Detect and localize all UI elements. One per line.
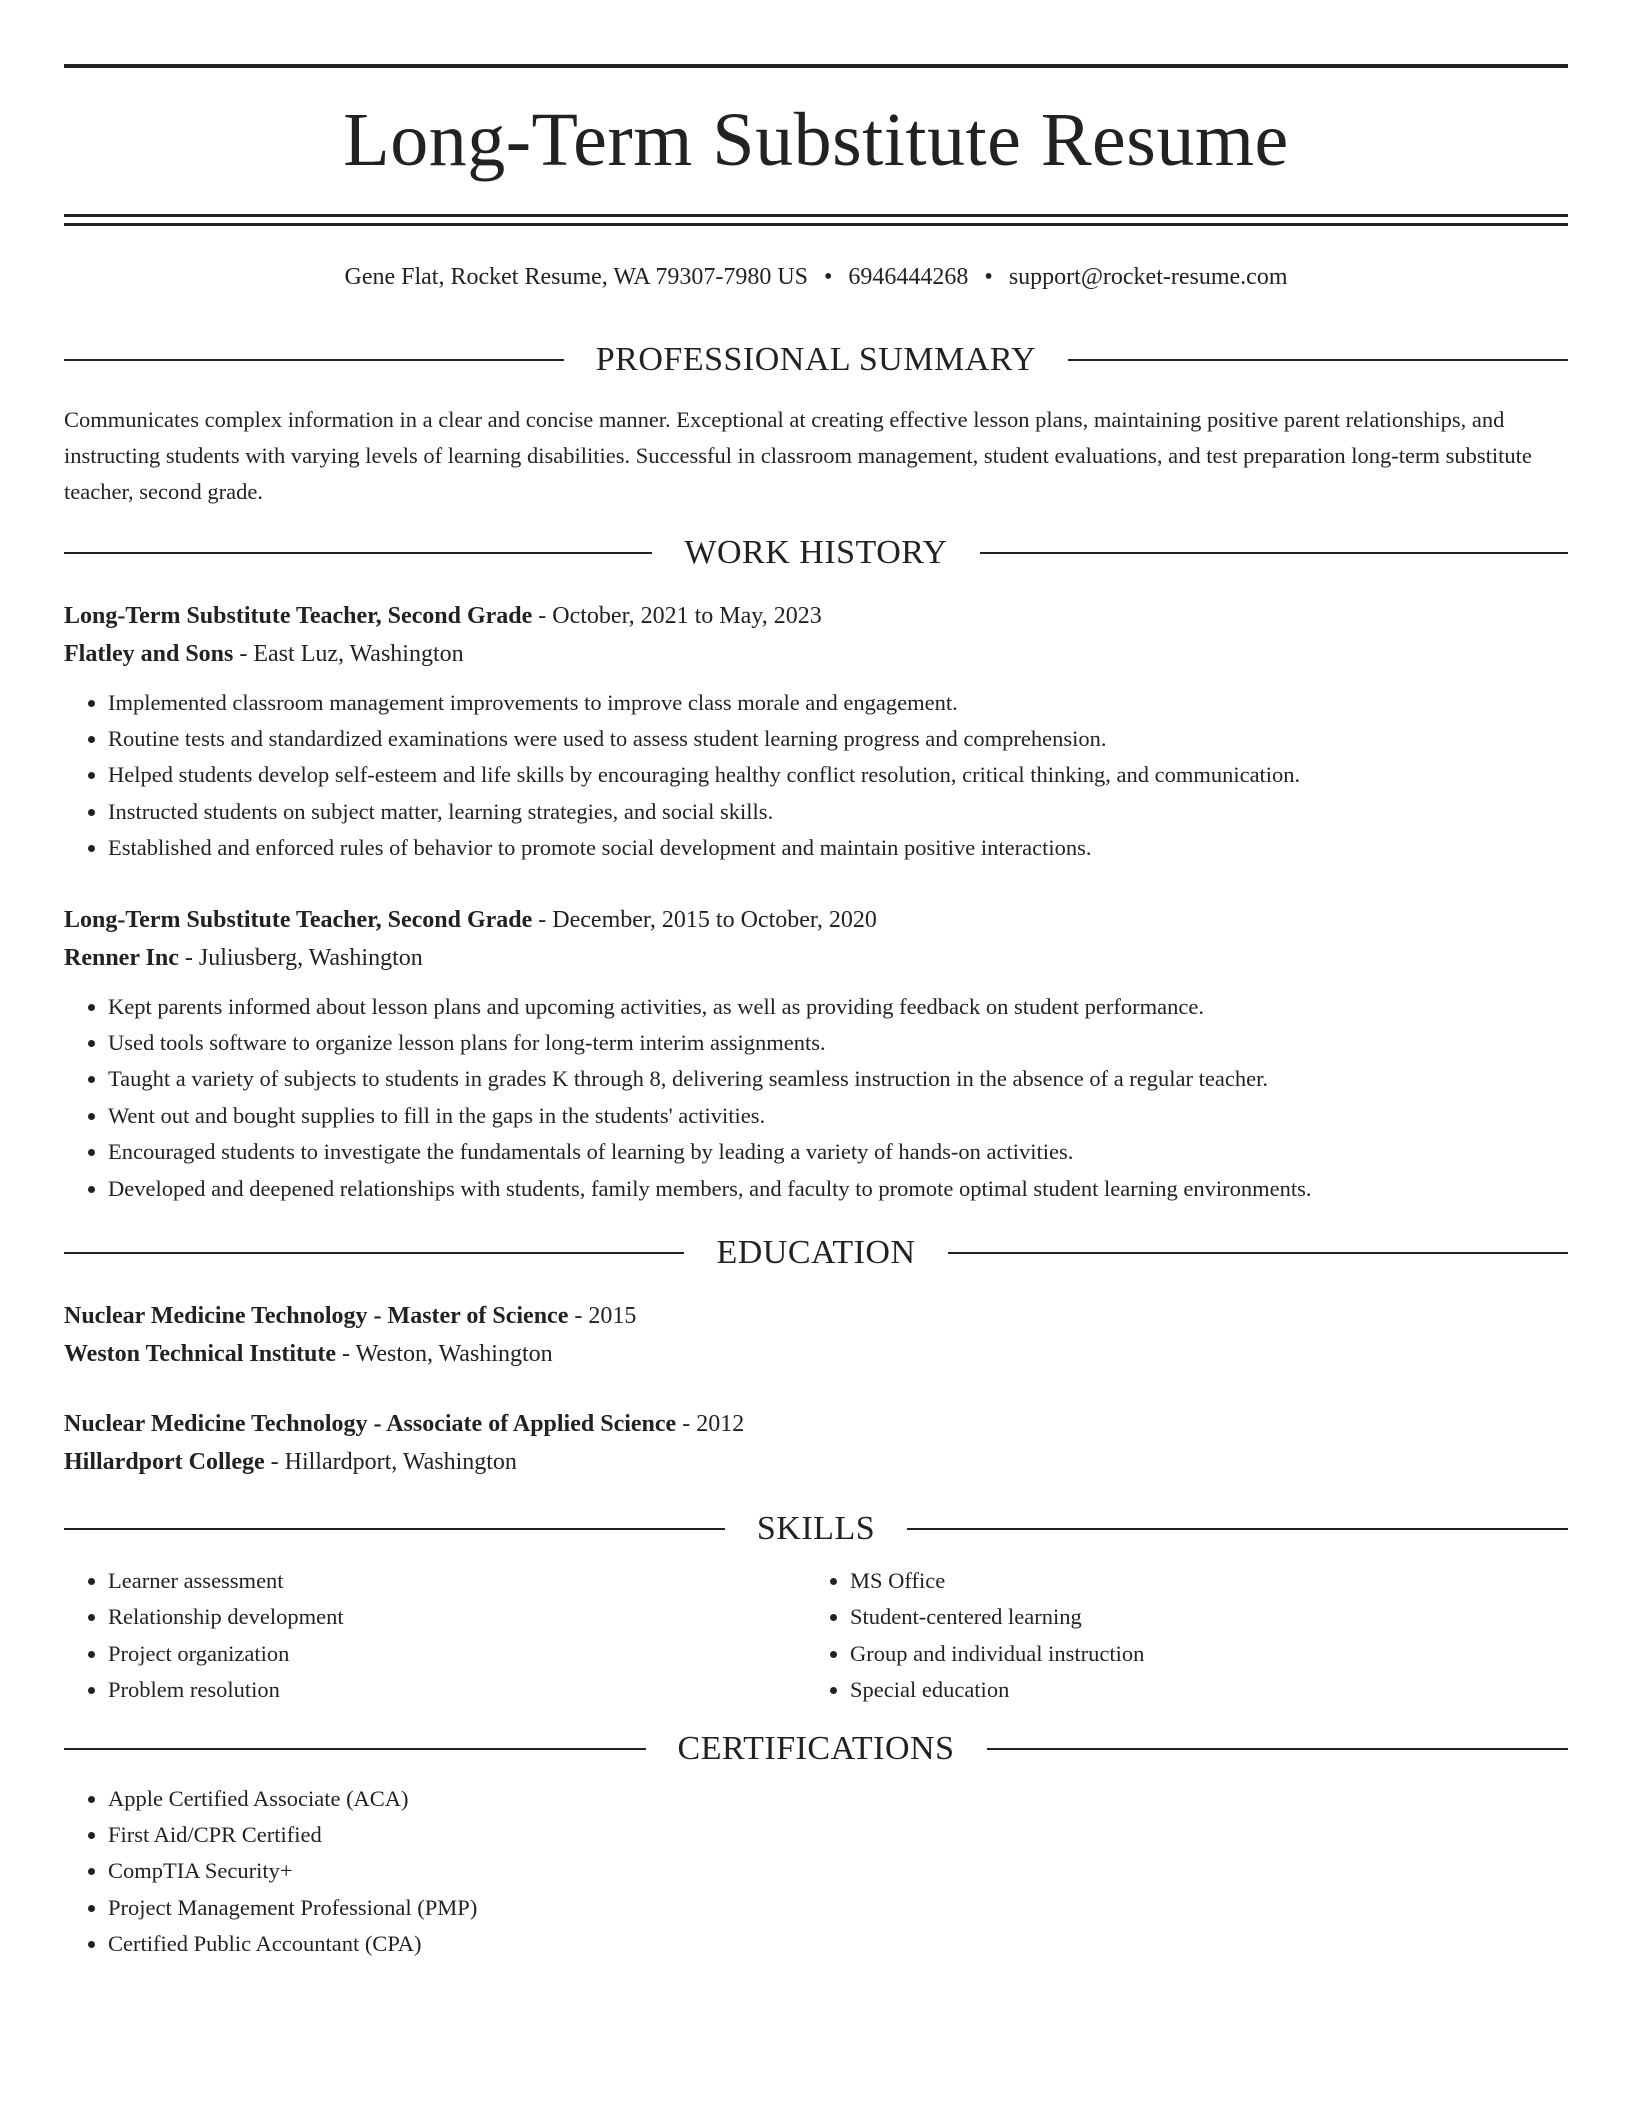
certifications-list (64, 1781, 1568, 1963)
list-item: • Relationship development (108, 1599, 806, 1635)
title-rule-upper (64, 214, 1568, 217)
education-school: Weston Technical Institute (64, 1340, 337, 1367)
education-entry (64, 1297, 1568, 1373)
list-item: • Project Management Professional (PMP) (108, 1890, 1568, 1926)
education-entry (64, 1405, 1568, 1481)
education-degree-line (64, 1297, 1568, 1335)
list-item: • CompTIA Security+ (108, 1853, 1568, 1889)
education-year: - 2015 (568, 1302, 637, 1329)
section-header-education (64, 1233, 1568, 1273)
list-item: • Went out and bought supplies to fill in the gaps in the students' activities. (108, 1098, 1568, 1134)
job-title: Long-Term Substitute Teacher, Second Grade (64, 602, 533, 629)
list-item: • Implemented classroom management improvements to improve class morale and engagement. (108, 685, 1568, 721)
list-item: • First Aid/CPR Certified (108, 1817, 1568, 1853)
section-title-certifications: CERTIFICATIONS (677, 1729, 955, 1767)
section-divider (1068, 359, 1568, 361)
list-item: • Special education (850, 1672, 1548, 1708)
education-school: Hillardport College (64, 1448, 265, 1475)
job-company-line (64, 939, 1568, 977)
section-divider (987, 1748, 1569, 1750)
section-divider (948, 1252, 1568, 1254)
job-entry (64, 597, 1568, 867)
job-bullets (64, 989, 1568, 1207)
list-item: • Developed and deepened relationships with students, family members, and faculty to promote optimal student learning environments. (108, 1171, 1568, 1207)
section-header-certifications (64, 1729, 1568, 1769)
list-item: • Problem resolution (108, 1672, 806, 1708)
top-rule (64, 64, 1568, 68)
section-header-skills (64, 1509, 1568, 1549)
education-location: - Hillardport, Washington (264, 1448, 517, 1475)
contact-separator: • (984, 264, 993, 290)
list-item: • Established and enforced rules of behavior to promote social development and maintain positive interactions. (108, 830, 1568, 866)
list-item: • Apple Certified Associate (ACA) (108, 1781, 1568, 1817)
job-location: - Juliusberg, Washington (178, 944, 423, 971)
list-item: • Kept parents informed about lesson plans and upcoming activities, as well as providing feedback on student performance. (108, 989, 1568, 1025)
title-rule-lower (64, 223, 1568, 226)
job-company-line (64, 635, 1568, 673)
contact-separator: • (824, 264, 833, 290)
job-entry (64, 901, 1568, 1207)
education-school-line (64, 1335, 1568, 1373)
skills-grid (64, 1563, 1568, 1709)
job-title-line (64, 901, 1568, 939)
list-item: • Project organization (108, 1636, 806, 1672)
job-location: - East Luz, Washington (233, 640, 464, 667)
job-title-line (64, 597, 1568, 635)
education-year: - 2012 (676, 1410, 745, 1437)
contact-email: support@rocket-resume.com (1008, 264, 1288, 290)
section-divider (64, 1252, 684, 1254)
section-divider (907, 1528, 1568, 1530)
section-header-work (64, 533, 1568, 573)
education-location: - Weston, Washington (336, 1340, 553, 1367)
list-item: • Student-centered learning (850, 1599, 1548, 1635)
section-title-education: EDUCATION (716, 1233, 916, 1271)
list-item: • Encouraged students to investigate the fundamentals of learning by leading a variety of hands-on activities. (108, 1134, 1568, 1170)
list-item: • Routine tests and standardized examinations were used to assess student learning progress and comprehension. (108, 721, 1568, 757)
list-item: • Certified Public Accountant (CPA) (108, 1926, 1568, 1962)
section-divider (64, 1528, 725, 1530)
list-item: • Used tools software to organize lesson plans for long-term interim assignments. (108, 1025, 1568, 1061)
section-title-skills: SKILLS (756, 1509, 876, 1547)
education-degree: Nuclear Medicine Technology - Associate of Applied Science (64, 1410, 677, 1437)
contact-address: Gene Flat, Rocket Resume, WA 79307-7980 US (344, 264, 808, 290)
contact-phone: 6946444268 (848, 264, 969, 290)
page-title: Long-Term Substitute Resume (343, 98, 1289, 182)
resume-page (64, 64, 1568, 1963)
job-title: Long-Term Substitute Teacher, Second Grade (64, 906, 533, 933)
list-item: • Taught a variety of subjects to students in grades K through 8, delivering seamless instruction in the absence of a regular teacher. (108, 1061, 1568, 1097)
skills-column-left (64, 1563, 806, 1709)
job-dates: - October, 2021 to May, 2023 (532, 602, 822, 629)
list-item: • MS Office (850, 1563, 1548, 1599)
education-school-line (64, 1443, 1568, 1481)
list-item: • Instructed students on subject matter, learning strategies, and social skills. (108, 794, 1568, 830)
list-item: • Learner assessment (108, 1563, 806, 1599)
section-divider (64, 552, 652, 554)
section-divider (980, 552, 1568, 554)
skills-column-right (806, 1563, 1548, 1709)
job-company: Flatley and Sons (64, 640, 234, 667)
job-dates: - December, 2015 to October, 2020 (532, 906, 877, 933)
section-title-work: WORK HISTORY (684, 533, 948, 571)
job-bullets (64, 685, 1568, 867)
job-company: Renner Inc (64, 944, 179, 971)
summary-text: Communicates complex information in a clear and concise manner. Exceptional at creating effective lesson plans, maintaining positive parent relationships, and instructing students with varying levels of learning disabilities. Successful in classroom management, student evaluations, and test preparation long-term substitute teacher, second grade. (64, 407, 1532, 504)
list-item: • Group and individual instruction (850, 1636, 1548, 1672)
list-item: • Helped students develop self-esteem and life skills by encouraging healthy conflict resolution, critical thinking, and communication. (108, 757, 1568, 793)
section-title-summary: PROFESSIONAL SUMMARY (595, 341, 1037, 378)
section-divider (64, 1748, 646, 1750)
section-divider (64, 359, 564, 361)
section-header-summary (64, 340, 1568, 380)
contact-line (64, 262, 1568, 292)
education-degree-line (64, 1405, 1568, 1443)
education-degree: Nuclear Medicine Technology - Master of Science (64, 1302, 569, 1329)
